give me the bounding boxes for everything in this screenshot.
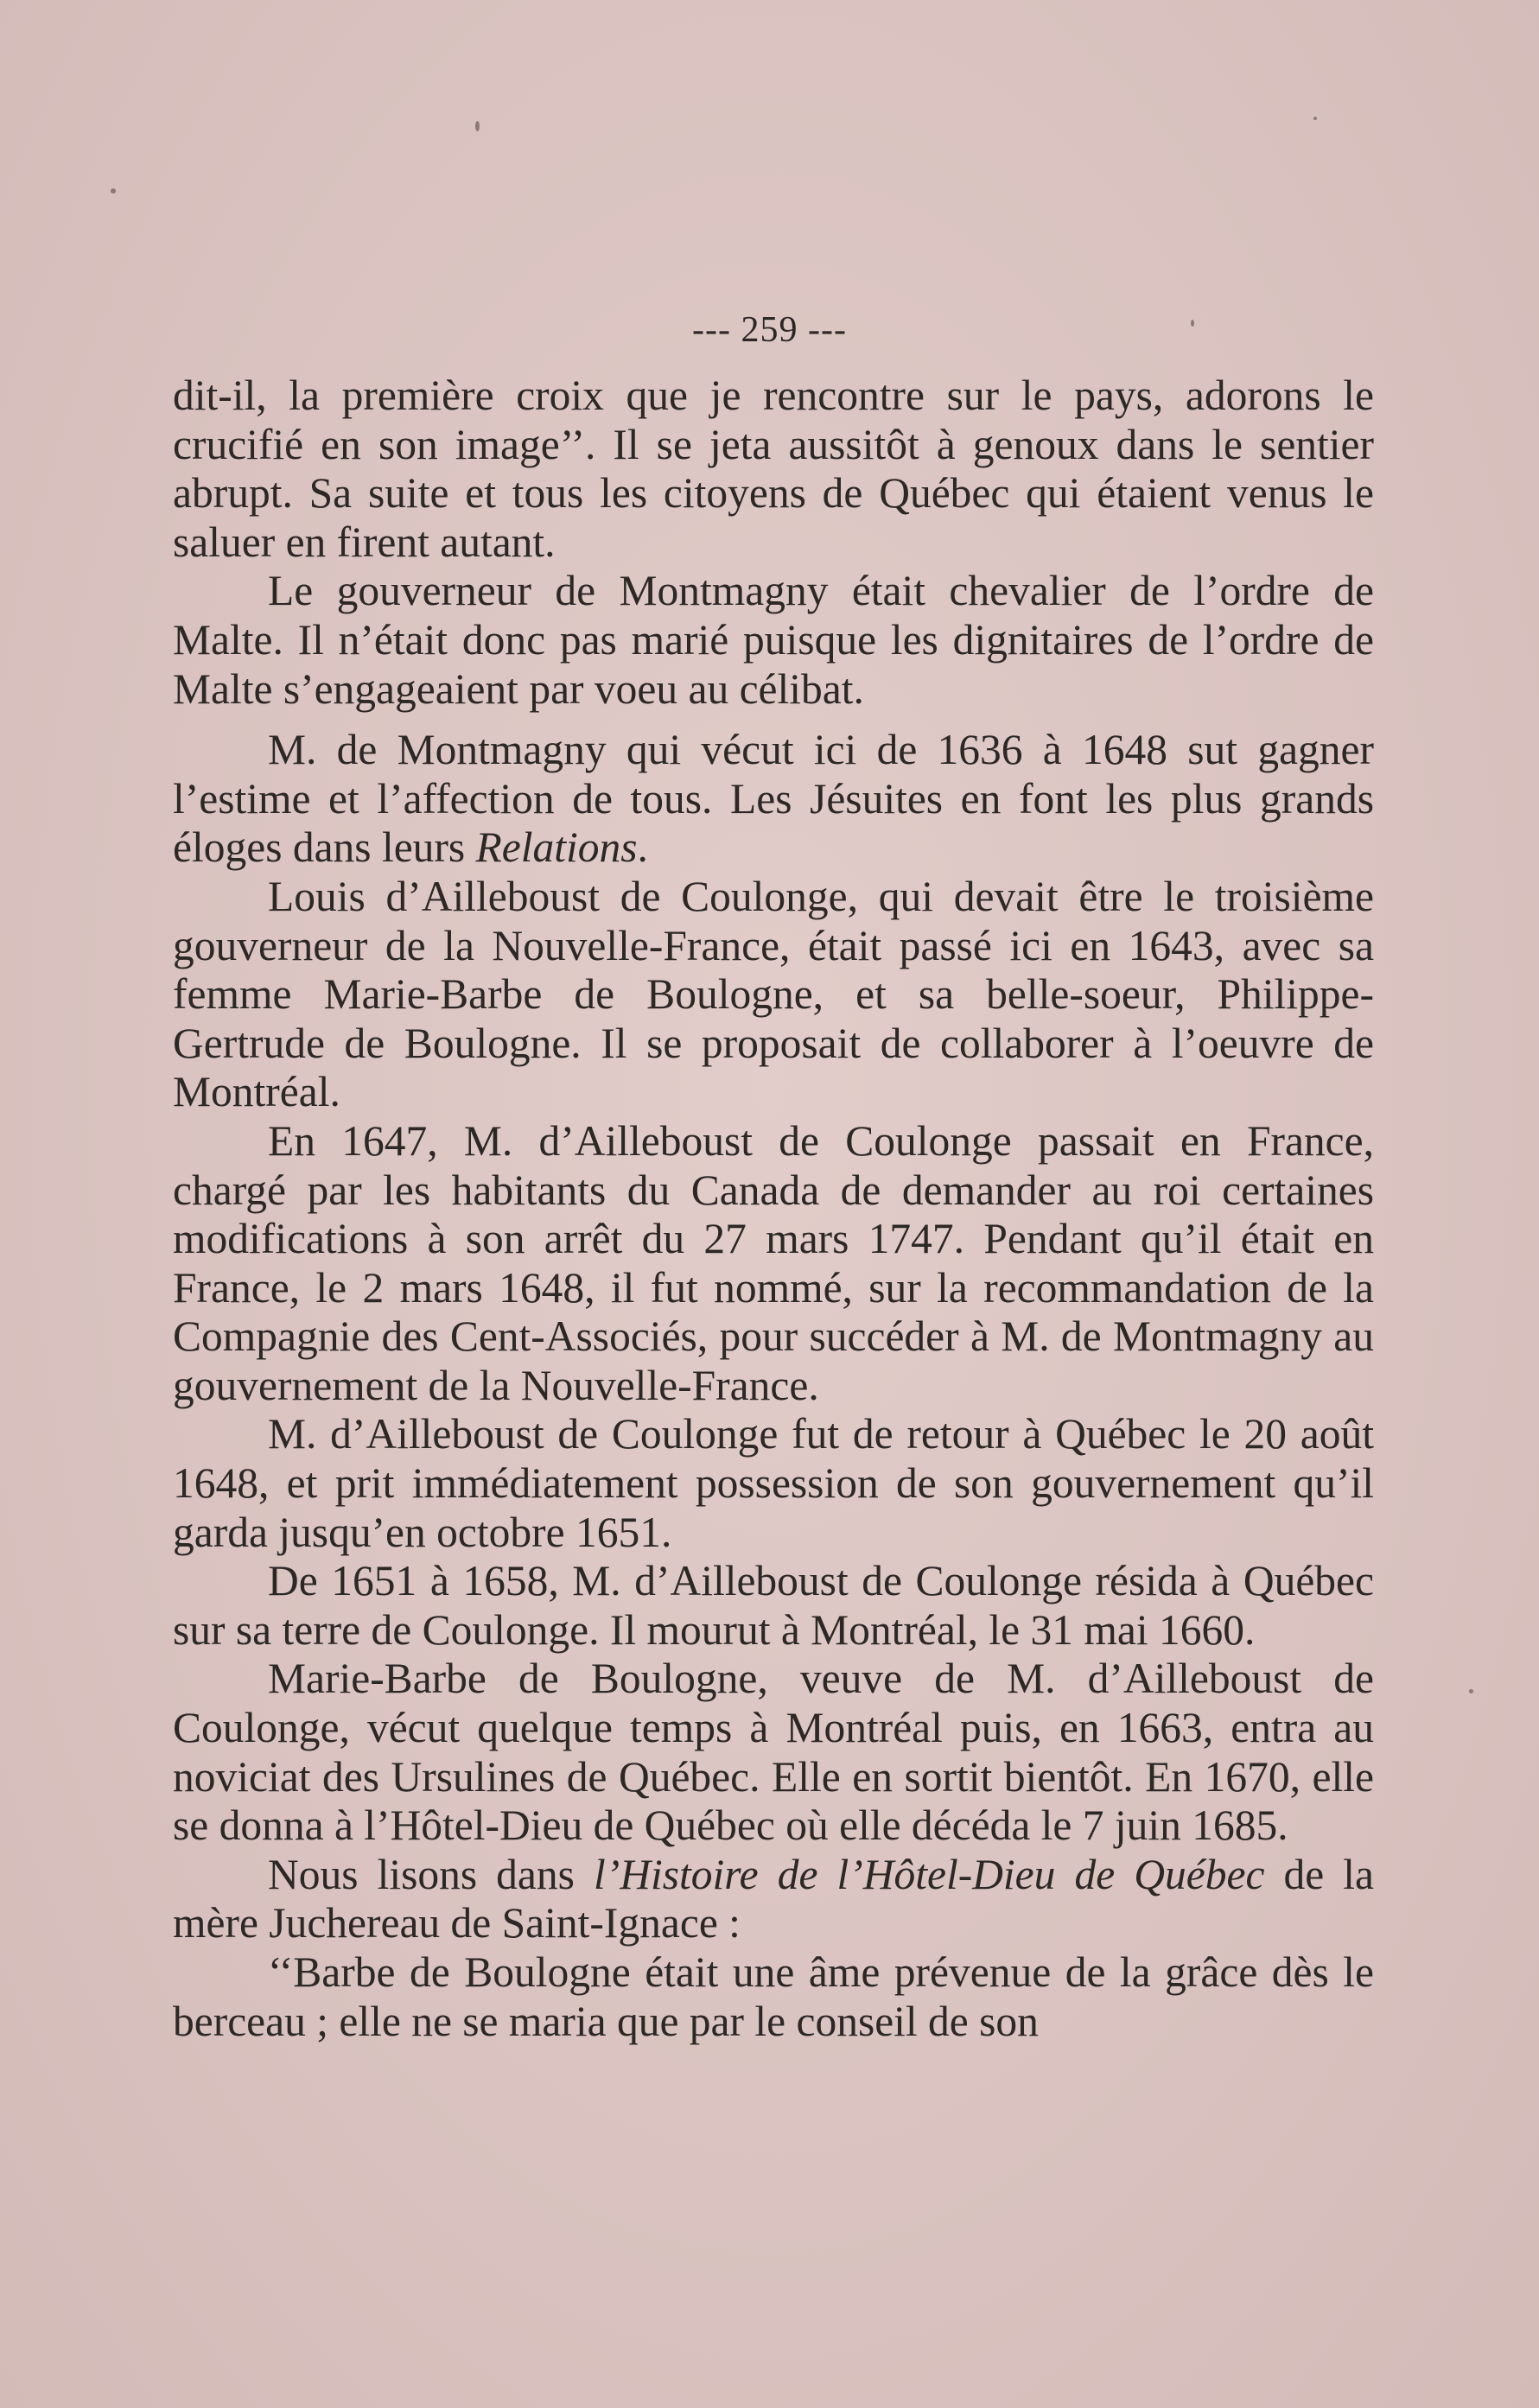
paragraph-text: .: [637, 823, 648, 872]
scan-speck: [111, 188, 116, 194]
paragraph-text: En 1647, M. d’Ailleboust de Coulonge passait en France, chargé par les habitants du Canada de demander au roi certaines modifications à son arrêt du 27 mars 1747. Pendant qu’il était en France, le 2 mars 1648, il fut nommé, sur la recommandation de la Compagnie des Cent-Associés, pour succéder à M. de Montmagny au gouvernement de la Nouvelle-France.: [173, 1116, 1374, 1409]
paragraph-text: M. de Montmagny qui vécut ici de 1636 à 1648 sut gagner l’estime et l’affection de tous. Les Jésuites en font les plus grands éloges dans leurs: [173, 726, 1374, 872]
paragraph-text: dit-il, la première croix que je rencontre sur le pays, adorons le crucifié en son image’’. Il se jeta aussitôt à genoux dans le sentier abrupt. Sa suite et tous les citoyens de Québec qui étaient venus le saluer en firent autant.: [173, 372, 1374, 566]
paragraph: [173, 372, 1374, 567]
page-number: --- 259 ---: [692, 310, 847, 350]
paragraph-text: Nous lisons dans: [268, 1850, 594, 1898]
paragraph: [173, 1948, 1374, 2046]
paragraph: [173, 1851, 1374, 1948]
body-text: [173, 372, 1374, 2046]
scan-speck: [1313, 117, 1317, 120]
paragraph: [173, 1117, 1374, 1411]
paragraph: [173, 567, 1374, 714]
paragraph-text: Marie-Barbe de Boulogne, veuve de M. d’Ailleboust de Coulonge, vécut quelque temps à Montréal puis, en 1663, entra au noviciat des Ursulines de Québec. Elle en sortit bientôt. En 1670, elle se donna à l’Hôtel-Dieu de Québec où elle décéda le 7 juin 1685.: [173, 1655, 1374, 1850]
italic-title-text: Relations: [475, 823, 638, 872]
paragraph: [173, 1410, 1374, 1557]
paragraph-text: ‘‘Barbe de Boulogne était une âme prévenue de la grâce dès le berceau ; elle ne se maria que par le conseil de son: [173, 1948, 1374, 2045]
paragraph-text: Louis d’Ailleboust de Coulonge, qui devait être le troisième gouverneur de la Nouvelle-France, était passé ici en 1643, avec sa femme Marie-Barbe de Boulogne, et sa belle-soeur, Philippe-Gertrude de Boulogne. Il se proposait de collaborer à l’oeuvre de Montréal.: [173, 872, 1374, 1116]
paragraph: [173, 1655, 1374, 1850]
paragraph-text: De 1651 à 1658, M. d’Ailleboust de Coulonge résida à Québec sur sa terre de Coulonge. Il mourut à Montréal, le 31 mai 1660.: [173, 1557, 1374, 1654]
paragraph: [173, 873, 1374, 1117]
paragraph: [173, 726, 1374, 873]
paragraph-text: Le gouverneur de Montmagny était chevalier de l’ordre de Malte. Il n’était donc pas marié puisque les dignitaires de l’ordre de Malte s’engageaient par voeu au célibat.: [173, 567, 1374, 713]
paragraph: [173, 1557, 1374, 1655]
paragraph-text: de la mère Juchereau de Saint-Ignace :: [173, 1850, 1374, 1947]
italic-title-text: l’Histoire de l’Hôtel-Dieu de Québec: [593, 1850, 1265, 1898]
scan-speck: [1469, 1689, 1473, 1693]
paragraph-text: M. d’Ailleboust de Coulonge fut de retour à Québec le 20 août 1648, et prit immédiatement possession de son gouvernement qu’il garda jusqu’en octobre 1651.: [173, 1410, 1374, 1556]
scan-speck: [475, 121, 480, 131]
